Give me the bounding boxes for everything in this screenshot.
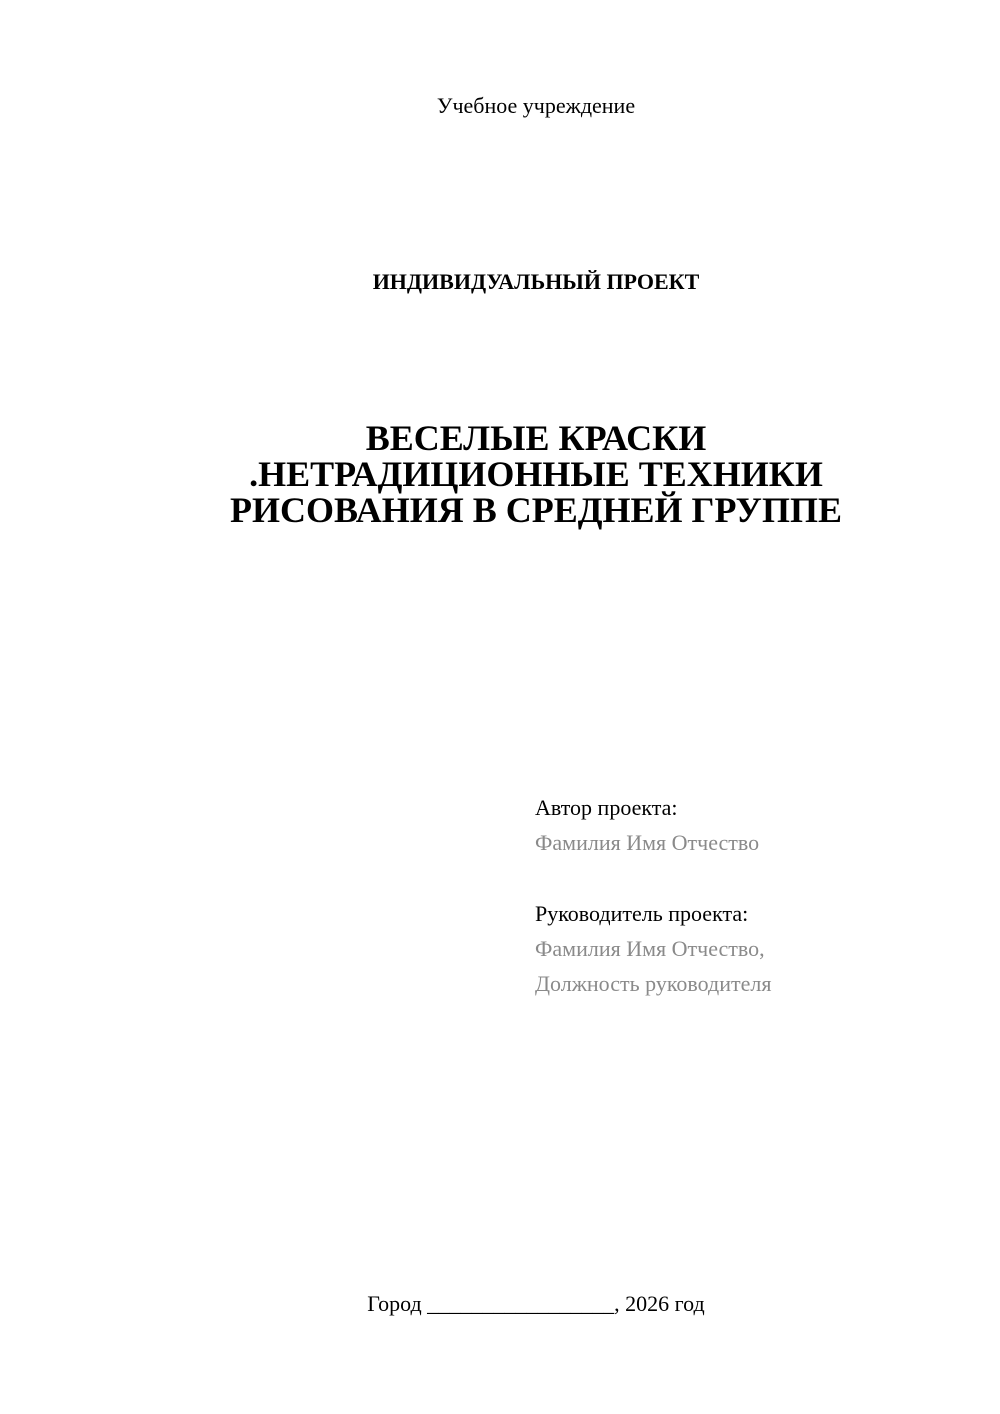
author-name: Фамилия Имя Отчество [535,830,760,855]
institution-name: Учебное учреждение [436,93,636,118]
supervisor-name: Фамилия Имя Отчество, [535,936,765,961]
project-title-line: .НЕТРАДИЦИОННЫЕ ТЕХНИКИ [249,454,823,494]
document-type: ИНДИВИДУАЛЬНЫЙ ПРОЕКТ [372,269,700,294]
authors-block [535,790,771,1001]
spacer [535,860,771,896]
supervisor-position: Должность руководителя [535,971,772,996]
city-year-footer: Город _________________, 2026 год [367,1291,705,1316]
author-label: Автор проекта: [535,795,678,820]
project-title-line: РИСОВАНИЯ В СРЕДНЕЙ ГРУППЕ [230,490,842,530]
supervisor-label: Руководитель проекта: [535,901,749,926]
project-title [0,420,1000,528]
project-title-line: ВЕСЕЛЫЕ КРАСКИ [365,418,707,458]
